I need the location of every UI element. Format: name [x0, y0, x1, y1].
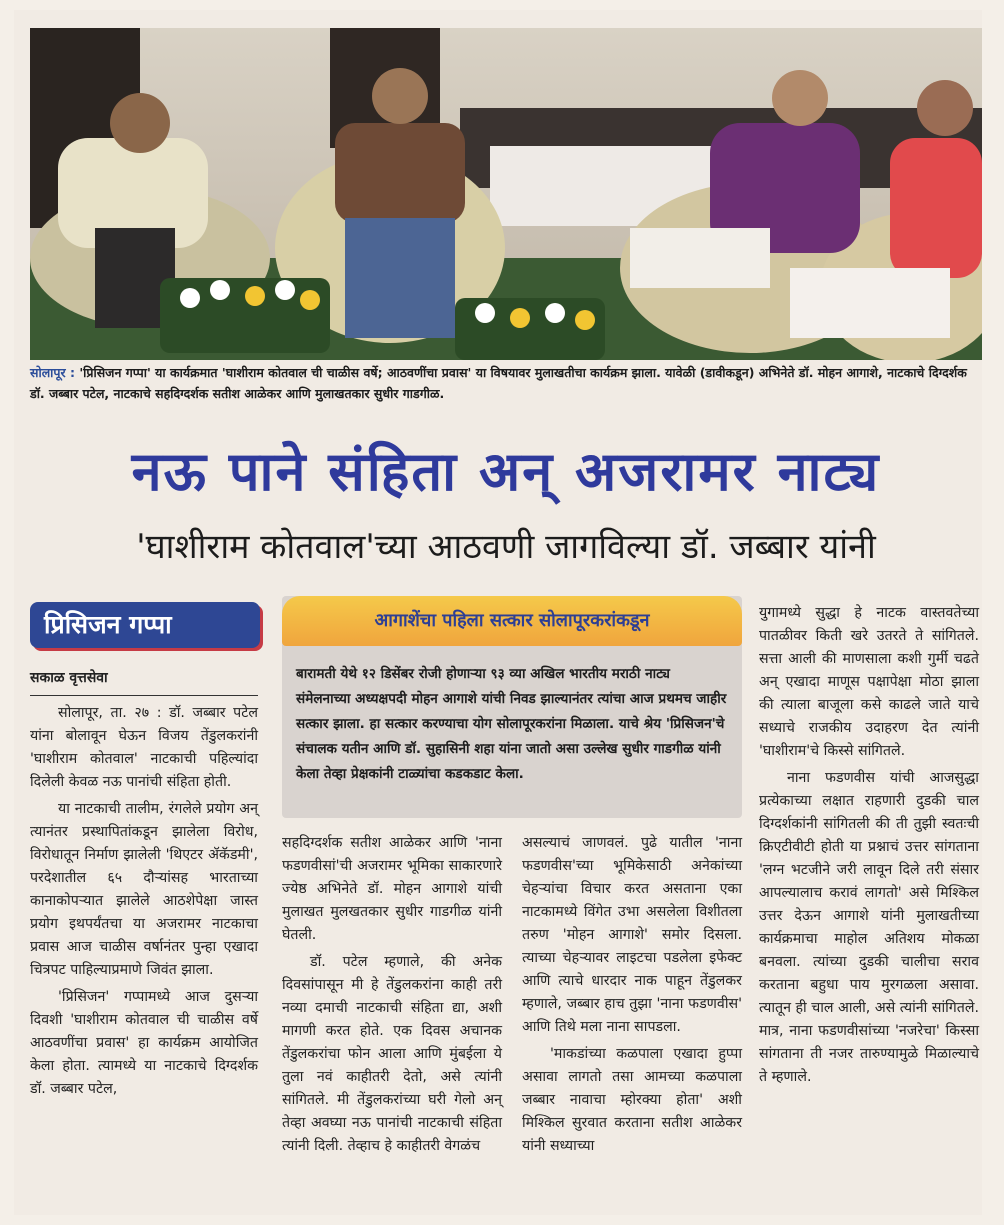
- paragraph: नाना फडणवीस यांची आजसुद्धा प्रत्येकाच्या लक्षात राहणारी दुडकी चाल दिग्दर्शकांनी सांगितली की ती तुझी स्वतःची क्रिएटीवीटी होती या प्रश्नाचं उत्तर सांगताना 'लग्न भटजीने जरी लावून दिले तरी संसार आपल्यालाच करावं लागतो' असे मिश्किल उत्तर देऊन आगाशे यांनी मुलाखतीच्या कार्यक्रमाचा माहोल अतिशय मोकळा बनवला. त्यांच्या दुडकी चालीचा सराव करताना बहुधा पाय मुरगळला असावा. त्यातून ही चाल आली, असे त्यांनी सांगितले. मात्र, नाना फडणवीसांच्या 'नजरेचा' किस्सा सांगताना ती नजर तारुण्यामुळे मिळाल्याचे ते म्हणाले.: [759, 770, 979, 1085]
- event-photo: [30, 28, 982, 360]
- paragraph: सहदिग्दर्शक सतीश आळेकर आणि 'नाना फडणवीसां'ची अजरामर भूमिका साकारणारे ज्येष्ठ अभिनेते डॉ. मोहन आगाशे यांची मुलाखत मुलखतकार सुधीर गाडगीळ यांनी घेतली.: [282, 835, 502, 943]
- sidebar-box: [282, 596, 742, 818]
- paragraph: युगामध्ये सुद्धा हे नाटक वास्तवतेच्या पातळीवर किती खरे उतरते ते सांगितले. सत्ता आली की माणसाला कशी गुर्मी चढते अन् एखादा माणूस पक्षापेक्षा मोठा झाला की त्याला बाजूला कसे काढले जाते याचे सध्याचे राजकीय उदाहरण देत त्यांनी 'घाशीराम'चे किस्से सांगितले.: [759, 605, 979, 759]
- headline: नऊ पाने संहिता अन् अजरामर नाट्य: [131, 440, 881, 503]
- subheadline: 'घाशीराम कोतवाल'च्या आठवणी जागविल्या डॉ. जब्बार यांनी: [136, 527, 876, 567]
- paragraph: असल्याचं जाणवलं. पुढे यातील 'नाना फडणवीस'च्या भूमिकेसाठी अनेकांच्या चेहऱ्यांचा विचार करत असताना एका नाटकामध्ये विंगेत उभा असलेला विशीतला तरुण 'मोहन आगाशे' समोर दिसला. त्याच्या चेहऱ्यावर लाइटचा पडलेला इफेक्ट आणि त्याचे धारदार नाक पाहून तेंडुलकर म्हणाले, जब्बार हाच तुझा 'नाना फडणवीस' आणि तिथे मला नाना सापडला.: [522, 835, 742, 1035]
- sidebar-box-text: बारामती येथे १२ डिसेंबर रोजी होणाऱ्या ९३ व्या अखिल भारतीय मराठी नाट्य संमेलनाच्या अध्यक्षपदी मोहन आगाशे यांची निवड झाल्यानंतर त्यांचा आज प्रथमच जाहीर सत्कार झाला. हा सत्कार करण्याचा योग सोलापूरकरांना मिळाला. याचे श्रेय 'प्रिसिजन'चे संचालक यतीन आणि डॉ. सुहासिनी शहा यांना जातो असा उल्लेख सुधीर गाडगीळ यांनी केला तेव्हा प्रेक्षकांनी टाळ्यांचा कडकडाट केला.: [296, 666, 727, 782]
- caption-place: सोलापूर :: [30, 365, 75, 380]
- paragraph: या नाटकाची तालीम, रंगलेले प्रयोग अन् त्यानंतर प्रस्थापितांकडून झालेला विरोध, विरोधातून निर्माण झालेली 'थिएटर ॲकॅडमी', परदेशातील ६५ दौऱ्यांसह भारताच्या कानाकोपऱ्यात झालेले आठशेपेक्षा जास्त प्रयोग इथपर्यंतचा या अजरामर नाटकाचा प्रवास आज चाळीस वर्षानंतर पुन्हा एखादा चित्रपट पाहिल्याप्रमाणे जिवंत झाला.: [30, 801, 258, 978]
- column-brand-label: प्रिसिजन गप्पा: [30, 602, 260, 648]
- article-column-1: [30, 702, 258, 1105]
- paragraph: सोलापूर, ता. २७ : डॉ. जब्बार पटेल यांना बोलावून घेऊन विजय तेंडुलकरांनी 'घाशीराम कोतवाल' नाटकाची पहिल्यांदा दिलेली केवळ नऊ पानांची संहिता होती.: [30, 705, 258, 790]
- newspaper-clipping: [14, 10, 982, 1215]
- event-photo-illustration: [30, 28, 982, 360]
- paragraph: डॉ. पटेल म्हणाले, की अनेक दिवसांपासून मी हे तेंडुलकरांना काही तरी नव्या दमाची नाटकाची संहिता द्या, अशी मागणी करत होते. एक दिवस अचानक तेंडुलकरांचा फोन आला आणि मुंबईला ये तुला नवं काहीतरी देतो, असे त्यांनी सांगितले. मी तेंडुलकरांच्या घरी गेलो अन् तेव्हा अवघ्या नऊ पानांची नाटकाची संहिता त्यांनी दिली. तेव्हाच हे काहीतरी वेगळंच: [282, 954, 502, 1154]
- paragraph: 'माकडांच्या कळपाला एखादा हुप्पा असावा लागतो तसा आमच्या कळपाला जब्बार नावाचा म्होरक्या होता' अशी मिश्किल सुरवात करताना सतीश आळेकर यांनी सध्याच्या: [522, 1046, 742, 1154]
- photo-caption: [30, 362, 982, 404]
- article-column-4: [759, 602, 979, 1093]
- paragraph: 'प्रिसिजन' गप्पामध्ये आज दुसऱ्या दिवशी 'घाशीराम कोतवाल ची चाळीस वर्षे आठवणींचा प्रवास' हा कार्यक्रम आयोजित केला होता. त्यामध्ये या नाटकाचे दिग्दर्शक डॉ. जब्बार पटेल,: [30, 989, 258, 1097]
- article-column-2: [282, 832, 502, 1162]
- caption-text: 'प्रिसिजन गप्पा' या कार्यक्रमात 'घाशीराम कोतवाल ची चाळीस वर्षे; आठवणींचा प्रवास' या विषयावर मुलाखतीचा कार्यक्रम झाला. यावेळी (डावीकडून) अभिनेते डॉ. मोहन आगाशे, नाटकाचे दिग्दर्शक डॉ. जब्बार पटेल, नाटकाचे सहदिग्दर्शक सतीश आळेकर आणि मुलाखतकार सुधीर गाडगीळ.: [30, 365, 967, 401]
- byline: सकाळ वृत्तसेवा: [30, 668, 258, 696]
- sidebar-box-title: आगाशेंचा पहिला सत्कार सोलापूरकरांकडून: [282, 596, 742, 646]
- article-column-3: [522, 832, 742, 1162]
